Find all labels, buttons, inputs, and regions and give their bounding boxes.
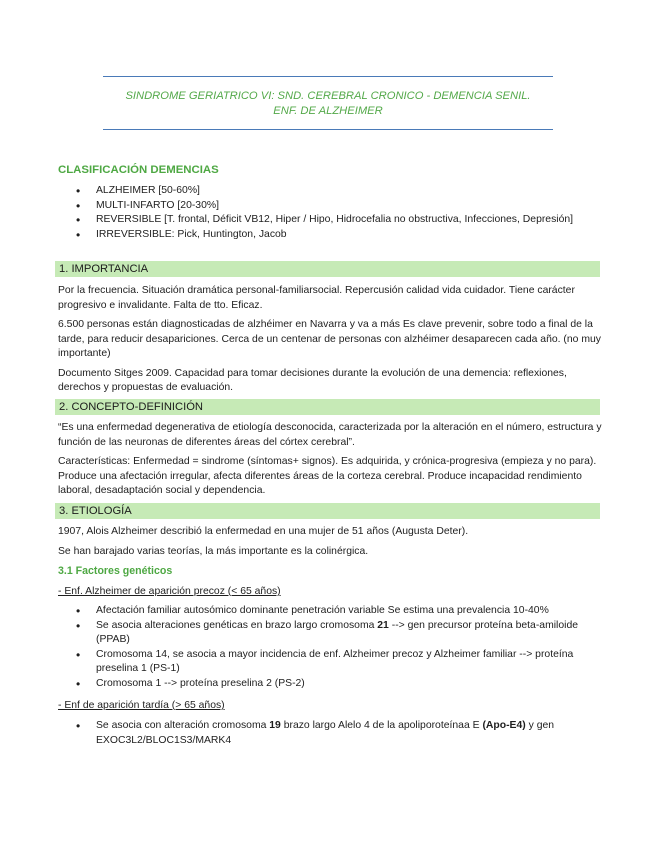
chromosome-number: 21 [377,619,389,631]
paragraph: Documento Sitges 2009. Capacidad para tomar decisiones durante la evolución de una demencia: reflexiones, derechos y propuestas de evaluación. [58,367,567,393]
list-item: • REVERSIBLE [T. frontal, Déficit VB12, Hiper / Hipo, Hidrocefalia no obstructiva, Infecciones, Depresión] [58,213,603,228]
list-item: • Cromosoma 1 --> proteína preselina 2 (PS-2) [58,677,603,692]
paragraph: “Es una enfermedad degenerativa de etiología desconocida, caracterizada por la alteración en el número, estructura y función de las neuronas de diferentes áreas del córtex cerebral”. [58,422,602,448]
list-item: • Cromosoma 14, se asocia a mayor incidencia de enf. Alzheimer precoz y Alzheimer familiar --> proteína preselina 1 (PS-1) [58,648,603,677]
paragraph: Se han barajado varias teorías, la más importante es la colinérgica. [58,545,369,557]
clasificacion-list [58,184,603,242]
paragraph: 1907, Alois Alzheimer describió la enfermedad en una mujer de 51 años (Augusta Deter). [58,526,469,537]
tardia-heading: - Enf de aparición tardía (> 65 años) [58,700,225,711]
title-line-2: ENF. DE ALZHEIMER [273,105,383,117]
apo-e4-label: (Apo-E4) [482,720,526,731]
item-text: --> gen precursor proteína beta-amiloide (PPAB) [96,619,578,645]
paragraph: Características: Enfermedad = sindrome (síntomas+ signos). Es adquirida, y crónica-progresiva (empieza y no para). Produce una afectación irregular, afecta diferentes áreas de la corteza cerebral. Produce incapacidad rendimiento laboral, desadaptación social y dependencia. [58,456,597,496]
list-item [58,619,603,648]
tardia-list [58,719,603,748]
item-text: Se asocia alteraciones genéticas en brazo largo cromosoma [96,619,378,631]
clasificacion-heading: CLASIFICACIÓN DEMENCIAS [58,164,219,176]
paragraph: Por la frecuencia. Situación dramática personal-familiarsocial. Repercusión calidad vida cuidador. Tiene carácter progresivo e invalidante. Falta de tto. Eficaz. [58,285,575,311]
precoz-heading: - Enf. Alzheimer de aparición precoz (< 65 años) [58,586,281,597]
section-band-concepto: 2. CONCEPTO-DEFINICIÓN [55,399,600,415]
item-text: Se asocia con alteración cromosoma [96,720,270,731]
chromosome-number: 19 [269,720,281,731]
list-item: • MULTI-INFARTO [20-30%] [58,199,603,214]
list-item: • ALZHEIMER [50-60%] [58,184,603,199]
etiologia-text [58,525,606,559]
item-text: y gen EXOC3L2/BLOC1S3/MARK4 [96,720,555,746]
paragraph: 6.500 personas están diagnosticadas de alzhéimer en Navarra y va a más Es clave prevenir, sobre todo a final de la tarde, para reducir desapariciones. Cerca de un centenar de personas con alzhéimer desaparecen cada año. (no muy importante) [58,319,601,359]
factores-geneticos-heading: 3.1 Factores genéticos [58,565,173,577]
title-line-1: SINDROME GERIATRICO VI: SND. CEREBRAL CRONICO - DEMENCIA SENIL. [125,90,531,102]
item-text: brazo largo Alelo 4 de la apoliporoteínaa E [280,720,483,731]
concepto-text [58,421,606,499]
section-band-etiologia: 3. ETIOLOGÍA [55,503,600,519]
list-item: • IRREVERSIBLE: Pick, Huntington, Jacob [58,228,603,243]
importancia-text [58,284,606,396]
list-item [58,719,603,748]
section-band-importancia: 1. IMPORTANCIA [55,261,600,277]
document-title [103,76,553,130]
precoz-list [58,604,603,691]
list-item: • Afectación familiar autosómico dominante penetración variable Se estima una prevalencia 10-40% [58,604,603,619]
